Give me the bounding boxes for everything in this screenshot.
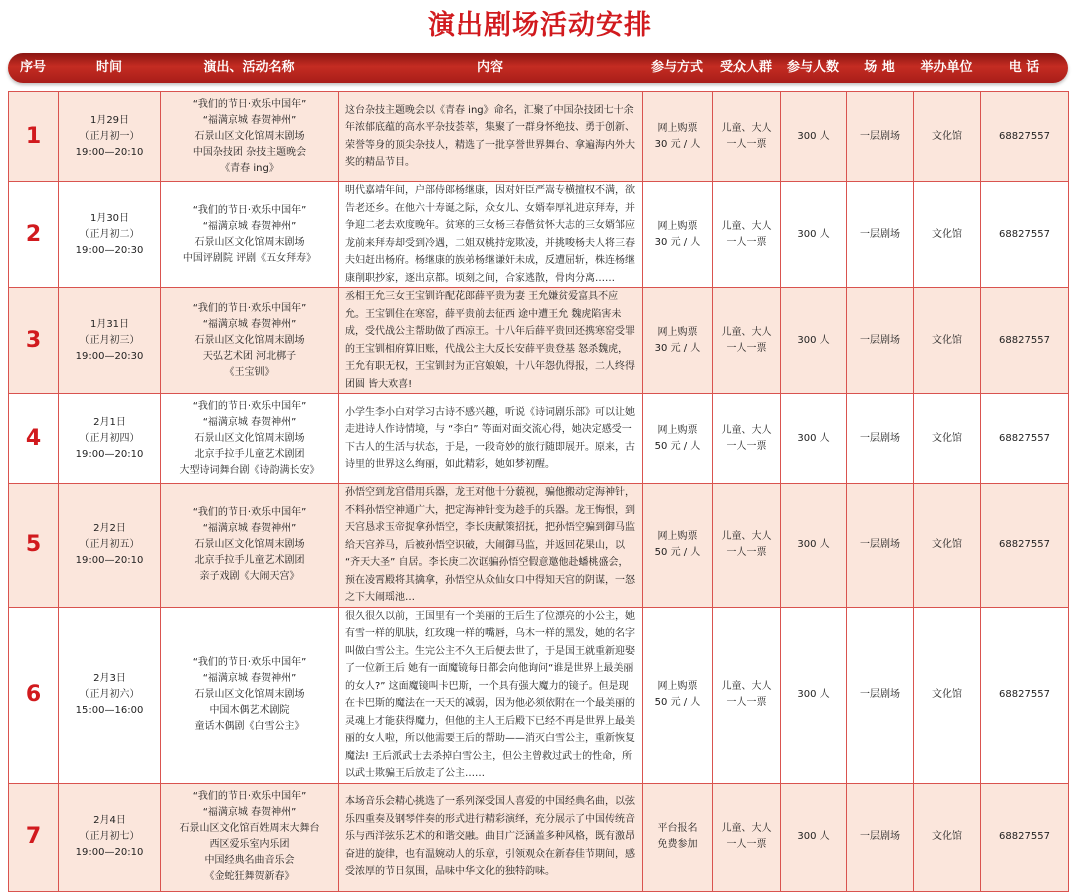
- event-name-cell: [161, 182, 339, 288]
- event-name-line: “福满京城 春贺神州”: [202, 523, 297, 535]
- phone-cell: 68827557: [981, 182, 1069, 288]
- time-line: （正月初四）: [79, 432, 140, 444]
- mode-cell: [643, 607, 713, 783]
- event-name-line: 石景山区文化馆周末剧场: [194, 432, 305, 444]
- row-number: 3: [9, 288, 59, 394]
- header-count: 参与人数: [786, 60, 839, 75]
- time-line: （正月初二）: [79, 228, 140, 240]
- count-cell: 300 人: [781, 288, 847, 394]
- mode-line: 30 元 / 人: [654, 138, 701, 150]
- content-cell: 这台杂技主题晚会以《青春 ing》命名，汇聚了中国杂技团七十余年浓郁底蕴的高水平杂技荟萃，集聚了一群身怀绝技、勇于创新、荣誉等身的顶尖杂技人，精选了一批享誉世界舞台、拿遍海内外大奖的精品节目。: [339, 92, 643, 182]
- time-cell: [59, 288, 161, 394]
- content-cell: 很久很久以前，王国里有一个美丽的王后生了位漂亮的小公主，她有雪一样的肌肤，红玫瑰一样的嘴唇，乌木一样的黑发，她的名字叫做白雪公主。生完公主不久王后便去世了，于是国王就重新迎娶了一位新王后 她有一面魔镜每日都会向他询问“谁是世界上最美丽的女人?” 这面魔镜叫卡巴斯，一个具有强大魔力的镜子。但是现在卡巴斯的魔法在一天天的减弱，因为他必须依附在一个最美丽的灵魂上才能获得魔力，但他的主人王后殿下已经不再是世界上最美丽的女人啦，所以他需要王后的帮助——消灭白雪公主，重新恢复魔法! 王后派武士去杀掉白雪公主，但公主曾救过武士的性命，所以武士欺骗王后放走了公主……: [339, 607, 643, 783]
- event-name-cell: [161, 607, 339, 783]
- audience-line: 一人一票: [726, 342, 767, 354]
- mode-line: 30 元 / 人: [654, 236, 701, 248]
- event-name-line: 中国评剧院 评剧《五女拜寿》: [182, 252, 317, 264]
- audience-cell: [713, 607, 781, 783]
- venue-cell: 一层剧场: [847, 484, 914, 608]
- event-name-cell: [161, 484, 339, 608]
- mode-line: 50 元 / 人: [654, 697, 701, 708]
- page-title: 演出剧场活动安排: [428, 10, 652, 41]
- time-line: （正月初五）: [79, 539, 140, 551]
- count-cell: 300 人: [781, 783, 847, 891]
- event-name-line: 中国杂技团 杂技主题晚会: [192, 146, 307, 158]
- venue-cell: 一层剧场: [847, 288, 914, 394]
- count-cell: 300 人: [781, 607, 847, 783]
- audience-cell: [713, 783, 781, 891]
- event-name-line: “福满京城 春贺神州”: [202, 318, 297, 330]
- event-name-line: “我们的节日·欢乐中国年”: [192, 302, 307, 314]
- event-name-line: 石景山区文化馆周末剧场: [194, 236, 305, 248]
- event-name-line: “我们的节日·欢乐中国年”: [192, 657, 307, 668]
- mode-line: 50 元 / 人: [654, 440, 701, 452]
- count-cell: 300 人: [781, 484, 847, 608]
- mode-line: 网上购票: [657, 220, 698, 232]
- event-name-line: “我们的节日·欢乐中国年”: [192, 204, 307, 216]
- event-name-line: 石景山区文化馆周末剧场: [194, 689, 305, 700]
- table-row: [9, 288, 1069, 394]
- count-cell: 300 人: [781, 92, 847, 182]
- time-cell: [59, 394, 161, 484]
- time-line: 19:00—20:10: [75, 555, 144, 567]
- org-cell: 文化馆: [914, 288, 981, 394]
- header-time: 时间: [95, 60, 122, 75]
- event-name-line: “我们的节日·欢乐中国年”: [192, 98, 307, 110]
- time-cell: [59, 92, 161, 182]
- event-name-line: 《王宝钏》: [224, 366, 275, 378]
- org-cell: 文化馆: [914, 92, 981, 182]
- table-row: [9, 484, 1069, 608]
- phone-cell: 68827557: [981, 288, 1069, 394]
- time-cell: [59, 607, 161, 783]
- mode-line: 免费参加: [657, 839, 698, 850]
- content-cell: 孙悟空到龙宫借用兵器，龙王对他十分藐视，骗他搬动定海神针，不料孙悟空神通广大，把定海神针变为趁手的兵器。龙王悔恨，到天宫恳求玉帝捉拿孙悟空，李长庚献策招抚，把孙悟空骗到御马监给天宫养马，后被孙悟空识破，大闹御马监，并返回花果山，以 “齐天大圣” 自居。李长庚二次诓骗孙悟空假意邀他赴蟠桃盛会，预在凌霄殿将其擒拿，孙悟空从众仙女口中得知天宫的阴谋，一怒之下大闹瑶池…: [339, 484, 643, 608]
- time-line: 2月3日: [93, 673, 126, 684]
- mode-line: 网上购票: [657, 531, 698, 543]
- time-line: 2月2日: [93, 523, 126, 535]
- content-cell: 明代嘉靖年间，户部侍郎杨继康，因对奸臣严嵩专横擅权不满，欲告老还乡。在他六十寿诞之际，众女儿、女婿奉厚礼进京拜寿，并争迎二老去欢度晚年。贫寒的三女杨三春偕贫怀大志的三女婿邹应龙前来拜寿却受到冷遇，二姐双桃持宠欺凌，并挑唆杨夫人将三春夫妇赶出杨府。杨继康的族弟杨继谦奸未成，反遭屈斩，株连杨继康削职抄家，逐出京都。顷刻之间，合家逃散，骨肉分离……: [339, 182, 643, 288]
- count-cell: 300 人: [781, 182, 847, 288]
- phone-cell: 68827557: [981, 783, 1069, 891]
- table-row: [9, 394, 1069, 484]
- mode-line: 50 元 / 人: [654, 547, 701, 559]
- phone-cell: 68827557: [981, 607, 1069, 783]
- table-row: [9, 182, 1069, 288]
- audience-cell: [713, 92, 781, 182]
- time-line: （正月初七）: [79, 831, 140, 842]
- phone-cell: 68827557: [981, 92, 1069, 182]
- event-name-line: 《青春 ing》: [220, 162, 279, 174]
- venue-cell: 一层剧场: [847, 783, 914, 891]
- event-name-line: “福满京城 春贺神州”: [202, 807, 297, 818]
- header-mode: 参与方式: [650, 60, 703, 75]
- audience-line: 儿童、大人: [721, 220, 772, 232]
- time-cell: [59, 783, 161, 891]
- table-row: [9, 92, 1069, 182]
- org-cell: 文化馆: [914, 783, 981, 891]
- phone-cell: 68827557: [981, 484, 1069, 608]
- event-name-line: “福满京城 春贺神州”: [202, 416, 297, 428]
- mode-cell: [643, 394, 713, 484]
- event-name-line: 大型诗词舞台剧《诗韵满长安》: [179, 464, 320, 476]
- mode-cell: [643, 92, 713, 182]
- header-audience: 受众人群: [719, 60, 772, 75]
- mode-line: 网上购票: [657, 326, 698, 338]
- audience-line: 儿童、大人: [721, 531, 772, 543]
- audience-line: 一人一票: [726, 839, 767, 850]
- event-name-cell: [161, 783, 339, 891]
- table-header: [8, 53, 1068, 83]
- time-cell: [59, 182, 161, 288]
- audience-line: 一人一票: [726, 697, 767, 708]
- event-name-line: 天弘艺术团 河北梆子: [202, 350, 297, 362]
- time-line: （正月初一）: [79, 130, 140, 142]
- event-name-line: 石景山区文化馆周末剧场: [194, 539, 305, 551]
- header-org: 举办单位: [920, 60, 973, 75]
- content-cell: 小学生李小白对学习古诗不感兴趣，听说《诗词剧乐部》可以让她走进诗人作诗情境，与 “李白” 等面对面交流心得，她决定感受一下古人的生活与状态，于是，一段奇妙的旅行随即展开。原来，古诗里的世界这么绚丽，如此精彩，她如梦初醒。: [339, 394, 643, 484]
- event-name-line: “我们的节日·欢乐中国年”: [192, 791, 307, 802]
- time-line: （正月初三）: [79, 334, 140, 346]
- event-name-cell: [161, 288, 339, 394]
- event-name-line: 童话木偶剧《白雪公主》: [194, 721, 305, 732]
- event-name-line: “福满京城 春贺神州”: [202, 114, 297, 126]
- content-cell: 丞相王允三女王宝钏许配花郎薛平贵为妻 王允嫌贫爱富具不应允。王宝钏住在寒窑，薛平贵前去征西 途中遭王允 魏虎陷害未成，受代战公主帮助做了西凉王。十八年后薛平贵回还携寒窑受罪的王宝钏相府算旧账，代战公主大反长安薛平贵登基 怒杀魏虎，王允有职无权，王宝钏封为正宫娘娘，十八年怨仇得报，二人终得团圆 皆大欢喜!: [339, 288, 643, 394]
- row-number: 4: [9, 394, 59, 484]
- event-name-line: 《金蛇狂舞贺新春》: [204, 871, 295, 882]
- audience-line: 一人一票: [726, 138, 767, 150]
- header-no: 序号: [19, 60, 46, 75]
- row-number: 6: [9, 607, 59, 783]
- audience-line: 儿童、大人: [721, 122, 772, 134]
- schedule-table: [8, 91, 1069, 892]
- header-content: 内容: [476, 60, 503, 75]
- header-venue: 场 地: [864, 60, 895, 75]
- event-name-line: 中国木偶艺术剧院: [209, 705, 290, 716]
- event-name-line: “我们的节日·欢乐中国年”: [192, 400, 307, 412]
- mode-cell: [643, 182, 713, 288]
- event-name-line: 石景山区文化馆周末剧场: [194, 334, 305, 346]
- event-name-line: 中国经典名曲音乐会: [204, 855, 295, 866]
- mode-line: 网上购票: [657, 681, 698, 692]
- phone-cell: 68827557: [981, 394, 1069, 484]
- time-line: 19:00—20:30: [75, 244, 144, 256]
- time-line: 19:00—20:30: [75, 350, 144, 362]
- event-name-line: 北京手拉手儿童艺术剧团: [194, 555, 305, 567]
- audience-line: 儿童、大人: [721, 424, 772, 436]
- mode-line: 30 元 / 人: [654, 342, 701, 354]
- venue-cell: 一层剧场: [847, 607, 914, 783]
- time-line: 1月31日: [89, 318, 130, 330]
- time-line: 2月1日: [93, 416, 126, 428]
- venue-cell: 一层剧场: [847, 394, 914, 484]
- time-line: 1月29日: [89, 114, 130, 126]
- audience-cell: [713, 288, 781, 394]
- audience-line: 一人一票: [726, 440, 767, 452]
- event-name-line: 西区爱乐室内乐团: [209, 839, 290, 850]
- mode-cell: [643, 484, 713, 608]
- audience-cell: [713, 394, 781, 484]
- audience-line: 一人一票: [726, 236, 767, 248]
- table-row: [9, 607, 1069, 783]
- row-number: 1: [9, 92, 59, 182]
- row-number: 7: [9, 783, 59, 891]
- org-cell: 文化馆: [914, 394, 981, 484]
- mode-cell: [643, 288, 713, 394]
- time-cell: [59, 484, 161, 608]
- audience-cell: [713, 484, 781, 608]
- mode-cell: [643, 783, 713, 891]
- header-phone: 电 话: [1008, 60, 1040, 75]
- row-number: 5: [9, 484, 59, 608]
- event-name-cell: [161, 92, 339, 182]
- event-name-line: 亲子戏剧《大闹天宫》: [199, 571, 300, 583]
- time-line: 2月4日: [93, 815, 126, 826]
- audience-line: 一人一票: [726, 547, 767, 559]
- venue-cell: 一层剧场: [847, 182, 914, 288]
- event-name-cell: [161, 394, 339, 484]
- time-line: 15:00—16:00: [75, 705, 144, 716]
- time-line: 19:00—20:10: [75, 847, 144, 858]
- audience-line: 儿童、大人: [721, 326, 772, 338]
- content-cell: 本场音乐会精心挑选了一系列深受国人喜爱的中国经典名曲，以弦乐四重奏及钢琴伴奏的形式进行精彩演绎，充分展示了中国传统音乐与西洋弦乐艺术的和谐交融。曲目广泛涵盖多种风格，既有激昂奋进的旋律，也有温婉动人的乐章，引领观众在新春佳节期间，感受浓厚的节日氛围，品味中华文化的独特韵味。: [339, 783, 643, 891]
- mode-line: 网上购票: [657, 424, 698, 436]
- event-name-line: 北京手拉手儿童艺术剧团: [194, 448, 305, 460]
- audience-line: 儿童、大人: [721, 823, 772, 834]
- org-cell: 文化馆: [914, 484, 981, 608]
- event-name-line: “福满京城 春贺神州”: [202, 673, 297, 684]
- org-cell: 文化馆: [914, 182, 981, 288]
- audience-line: 儿童、大人: [721, 681, 772, 692]
- count-cell: 300 人: [781, 394, 847, 484]
- mode-line: 平台报名: [657, 823, 698, 834]
- time-line: 19:00—20:10: [75, 146, 144, 158]
- event-name-line: 石景山区文化馆百姓周末大舞台: [179, 823, 320, 834]
- time-line: 1月30日: [89, 212, 130, 224]
- row-number: 2: [9, 182, 59, 288]
- venue-cell: 一层剧场: [847, 92, 914, 182]
- mode-line: 网上购票: [657, 122, 698, 134]
- audience-cell: [713, 182, 781, 288]
- event-name-line: 石景山区文化馆周末剧场: [194, 130, 305, 142]
- header-name: 演出、活动名称: [203, 60, 295, 75]
- table-row: [9, 783, 1069, 891]
- time-line: （正月初六）: [79, 689, 140, 700]
- event-name-line: “福满京城 春贺神州”: [202, 220, 297, 232]
- org-cell: 文化馆: [914, 607, 981, 783]
- time-line: 19:00—20:10: [75, 448, 144, 460]
- event-name-line: “我们的节日·欢乐中国年”: [192, 507, 307, 519]
